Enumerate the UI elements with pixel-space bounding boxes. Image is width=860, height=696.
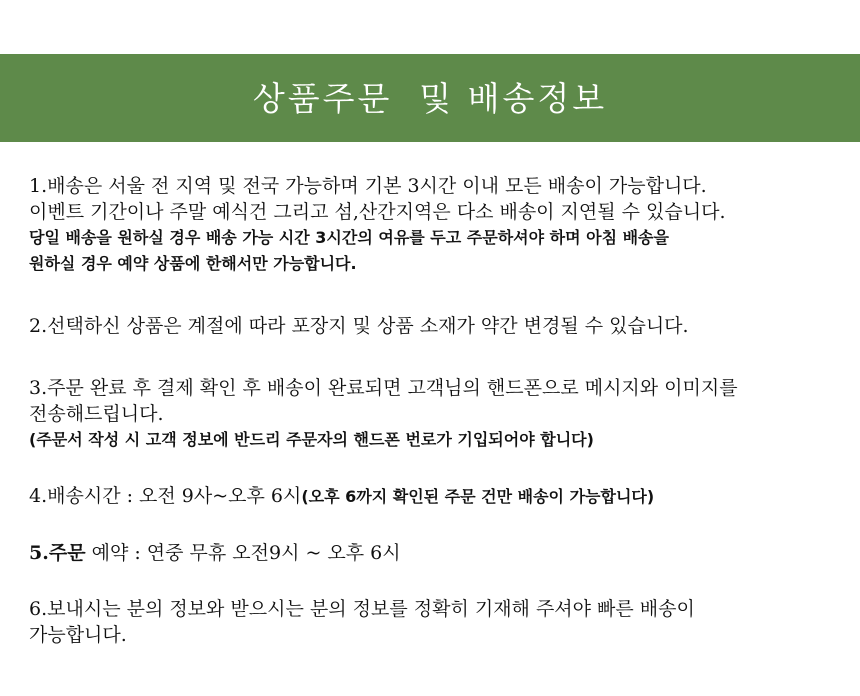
section-order-reservation xyxy=(29,540,839,566)
section-sender-info xyxy=(29,596,839,648)
delivery-hours-line xyxy=(29,483,839,510)
section-packaging xyxy=(29,313,839,339)
section-delivery-area xyxy=(29,173,839,277)
sender-info-text-cont: 가능합니다. xyxy=(29,624,127,646)
phone-number-notice: (주문서 작성 시 고객 정보에 반드리 주문자의 핸드폰 번로가 기입되어야 합니다) xyxy=(29,430,594,449)
delivery-hours-notice: (오후 6까지 확인된 주문 건만 배송이 가능합니다) xyxy=(301,487,655,506)
order-reservation-line xyxy=(29,540,839,566)
page-title: 상품주문 및 배송정보 xyxy=(252,78,608,118)
shipping-info-content xyxy=(29,173,839,648)
header-band xyxy=(0,54,860,142)
confirmation-text: 3.주문 완료 후 결제 확인 후 배송이 완료되면 고객님의 핸드폰으로 메시지와 이미지를 xyxy=(29,377,738,399)
morning-delivery-notice: 원하실 경우 예약 상품에 한해서만 가능합니다. xyxy=(29,254,357,273)
sender-info-text: 6.보내시는 분의 정보와 받으시는 분의 정보를 정확히 기재해 주셔야 빠른 배송이 xyxy=(29,598,695,620)
order-label: 5.주문 xyxy=(29,542,86,564)
order-reservation-text: 예약 : 연중 무휴 오전9시 ~ 오후 6시 xyxy=(85,542,401,564)
same-day-notice: 당일 배송을 원하실 경우 배송 가능 시간 3시간의 여유를 두고 주문하셔야 하며 아침 배송을 xyxy=(29,228,669,247)
section-delivery-hours xyxy=(29,483,839,510)
delivery-hours-text: 4.배송시간 : 오전 9사~오후 6시 xyxy=(29,485,302,507)
section-confirmation xyxy=(29,375,839,453)
delivery-area-text: 1.배송은 서울 전 지역 및 전국 가능하며 기본 3시간 이내 모든 배송이 가능합니다. xyxy=(29,175,707,197)
delivery-delay-text: 이벤트 기간이나 주말 예식건 그리고 섬,산간지역은 다소 배송이 지연될 수 있습니다. xyxy=(29,201,726,223)
packaging-text: 2.선택하신 상품은 계절에 따라 포장지 및 상품 소재가 약간 변경될 수 있습니다. xyxy=(29,315,689,337)
confirmation-text-cont: 전송해드립니다. xyxy=(29,403,164,425)
